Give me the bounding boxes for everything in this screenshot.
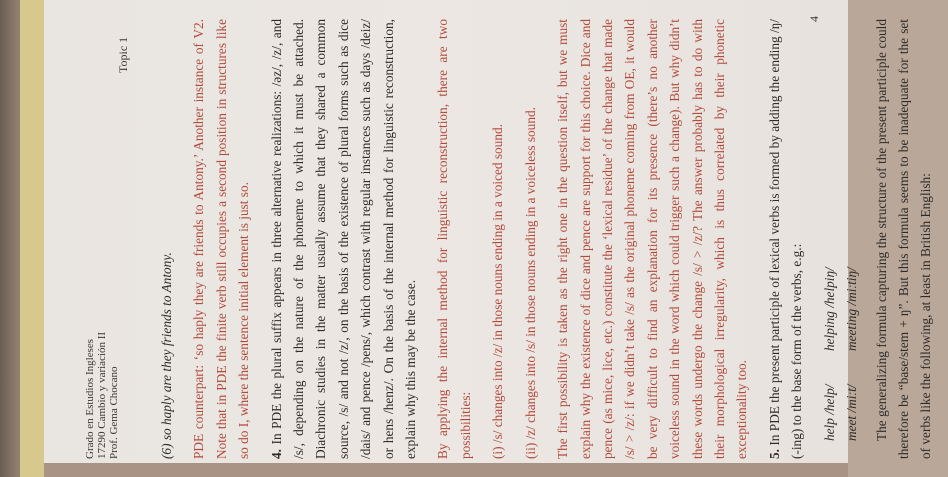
topic-label: Topic 1 [116, 36, 130, 73]
document-page [44, 0, 934, 463]
question-4 [266, 19, 423, 459]
participle-form: meeting /miːtiŋ/ [843, 267, 859, 351]
answer-intro: By applying the internal method for linguistic reconstruction, there are two possibilities: [435, 19, 473, 459]
base-form: meet /miːt/ [843, 384, 859, 441]
pde-counterpart-answer: PDE counterpart: ‘so haply they are friends to Antony.’ Another instance of V2. Note that in PDE the finite verb still occupies a second position in structures like so do I, where the sentence initial element is just so. [191, 19, 252, 459]
header-course: 17290 Cambio y variación II [96, 331, 108, 459]
base-form: help /help/ [821, 384, 837, 441]
course-header [84, 332, 120, 459]
table-edge-bottom [44, 463, 848, 477]
participle-form: helping /helpiŋ/ [821, 267, 837, 351]
page-number: 4 [807, 16, 821, 22]
example-6: (6) so haply are they friends to Antony. [159, 252, 174, 459]
question-4-number: 4. [268, 449, 284, 459]
header-program: Grado en Estudios Ingleses [84, 338, 96, 459]
generalizing-paragraph: The generalizing formula capturing the structure of the present participle could therefore be “base/stem + ŋ”. But this formula seems to be inadequate for the set of verbs like the following, at least in British English: [873, 19, 934, 459]
document-body [156, 19, 948, 459]
question-4-text: In PDE the plural suffix appears in three alternative realizations: /əz/, /z/, and /s/, depending on the nature of the phoneme to which it must be attached. Diachronic studies in the matter usually assume that they shared a common source, /s/ and not /z/, on the basis of the existence of plural forms such as dice /dais/ and pence /pens/, which contrast with regular instances such as days /deiz/ or hens /henz/. On the basis of the internal method for linguistic reconstruction, explain why this may be the case. [268, 19, 419, 459]
verb-form-row [841, 19, 863, 459]
answer-option-ii: (ii) /z/ changes into /s/ in those nouns ending in a voiceless sound. [522, 107, 538, 459]
table-edge-dark [0, 0, 20, 477]
answer-body: The first possibility is taken as the right one in the question itself, but we must explain why the existence of dice and pence are support for this choice. Dice and pence (as mice, lice, etc.) constitute the ‘lexical residue’ of the change that made /s/ > /z/: if we didn’t take /s/ as the original phoneme coming from OE, it would be very difficult to find an explanation for its presence (there’s no another voiceless sound in the word which could trigger such a change). But why didn’t these words undergo the change /s/ > /z/? The answer probably has to do with their morphological irregularity, which is thus correlated by their phonetic exceptionality too. [555, 19, 750, 459]
table-edge-yellow [20, 0, 44, 477]
verb-forms-table [819, 19, 863, 459]
answer-option-i: (i) /s/ changes into /z/ in those nouns ending in a voiced sound. [490, 124, 506, 459]
question-5-text: In PDE the present participle of lexical verbs is formed by adding the ending /ŋ/ (-ing) to the base form of the verbs, e.g.: [766, 19, 805, 459]
question-5-number: 5. [766, 449, 782, 459]
verb-form-row [819, 19, 841, 459]
rotated-page-content [44, 0, 934, 463]
header-professor: Prof. Gema Chocano [108, 366, 120, 459]
question-5 [764, 19, 809, 459]
